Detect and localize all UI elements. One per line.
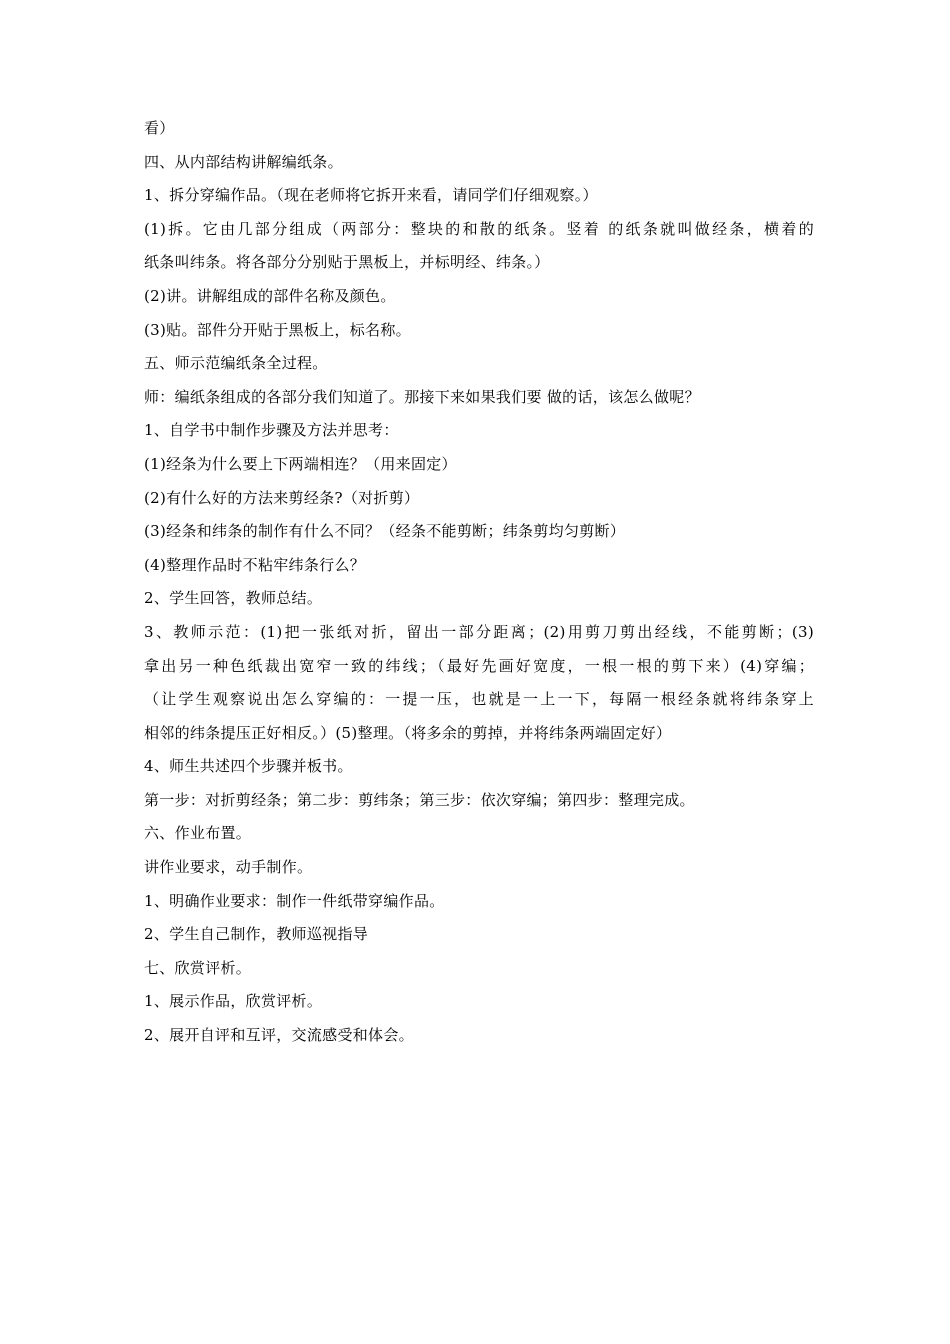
section-heading: 四、从内部结构讲解编纸条。 bbox=[144, 152, 343, 171]
text-line: （让学生观察说出怎么穿编的：一提一压，也就是一上一下，每隔一根经条就将纬条穿上 bbox=[144, 690, 814, 709]
section-heading: 六、作业布置。 bbox=[144, 824, 252, 843]
text-line: 纸条叫纬条。将各部分分别贴于黑板上，并标明经、纬条。） bbox=[144, 253, 550, 272]
text-line: 3、教师示范：(1)把一张纸对折，留出一部分距离；(2)用剪刀剪出经线，不能剪断；(3) bbox=[144, 622, 814, 641]
text-line: 拿出另一种色纸裁出宽窄一致的纬线；（最好先画好宽度，一根一根的剪下来）(4)穿编； bbox=[144, 656, 814, 675]
section-heading: 五、师示范编纸条全过程。 bbox=[144, 354, 328, 373]
text-line: (2)有什么好的方法来剪经条?（对折剪） bbox=[144, 488, 420, 507]
text-line: 1、展示作品，欣赏评析。 bbox=[144, 992, 323, 1011]
text-line: 1、明确作业要求：制作一件纸带穿编作品。 bbox=[144, 891, 445, 910]
text-line: (3)经条和纬条的制作有什么不同？（经条不能剪断；纬条剪均匀剪断） bbox=[144, 522, 626, 541]
text-line: 师：编纸条组成的各部分我们知道了。那接下来如果我们要 做的话，该怎么做呢？ bbox=[144, 387, 700, 406]
text-line: (3)贴。部件分开贴于黑板上，标名称。 bbox=[144, 320, 411, 339]
text-line: 2、学生回答，教师总结。 bbox=[144, 589, 323, 608]
text-line: (1)拆。它由几部分组成（两部分：整块的和散的纸条。竖着 的纸条就叫做经条，横着的 bbox=[144, 219, 814, 238]
section-heading: 七、欣赏评析。 bbox=[144, 958, 252, 977]
text-line: (1)经条为什么要上下两端相连？（用来固定） bbox=[144, 454, 457, 473]
text-line: (2)讲。讲解组成的部件名称及颜色。 bbox=[144, 286, 396, 305]
text-line: 4、师生共述四个步骤并板书。 bbox=[144, 757, 353, 776]
document-body bbox=[144, 112, 814, 1053]
text-line: 1、拆分穿编作品。（现在老师将它拆开来看，请同学们仔细观察。） bbox=[144, 186, 598, 205]
text-line: 1、自学书中制作步骤及方法并思考： bbox=[144, 421, 399, 440]
text-line: 看） bbox=[144, 119, 175, 137]
text-line: 第一步：对折剪经条；第二步：剪纬条；第三步：依次穿编；第四步：整理完成。 bbox=[144, 790, 695, 809]
text-line: 2、展开自评和互评，交流感受和体会。 bbox=[144, 1026, 414, 1045]
text-line: 讲作业要求，动手制作。 bbox=[144, 858, 313, 877]
text-line: 相邻的纬条提压正好相反。）(5)整理。（将多余的剪掉，并将纬条两端固定好） bbox=[144, 723, 672, 742]
text-line: 2、学生自己制作，教师巡视指导 bbox=[144, 925, 369, 944]
text-line: (4)整理作品时不粘牢纬条行么？ bbox=[144, 555, 366, 574]
